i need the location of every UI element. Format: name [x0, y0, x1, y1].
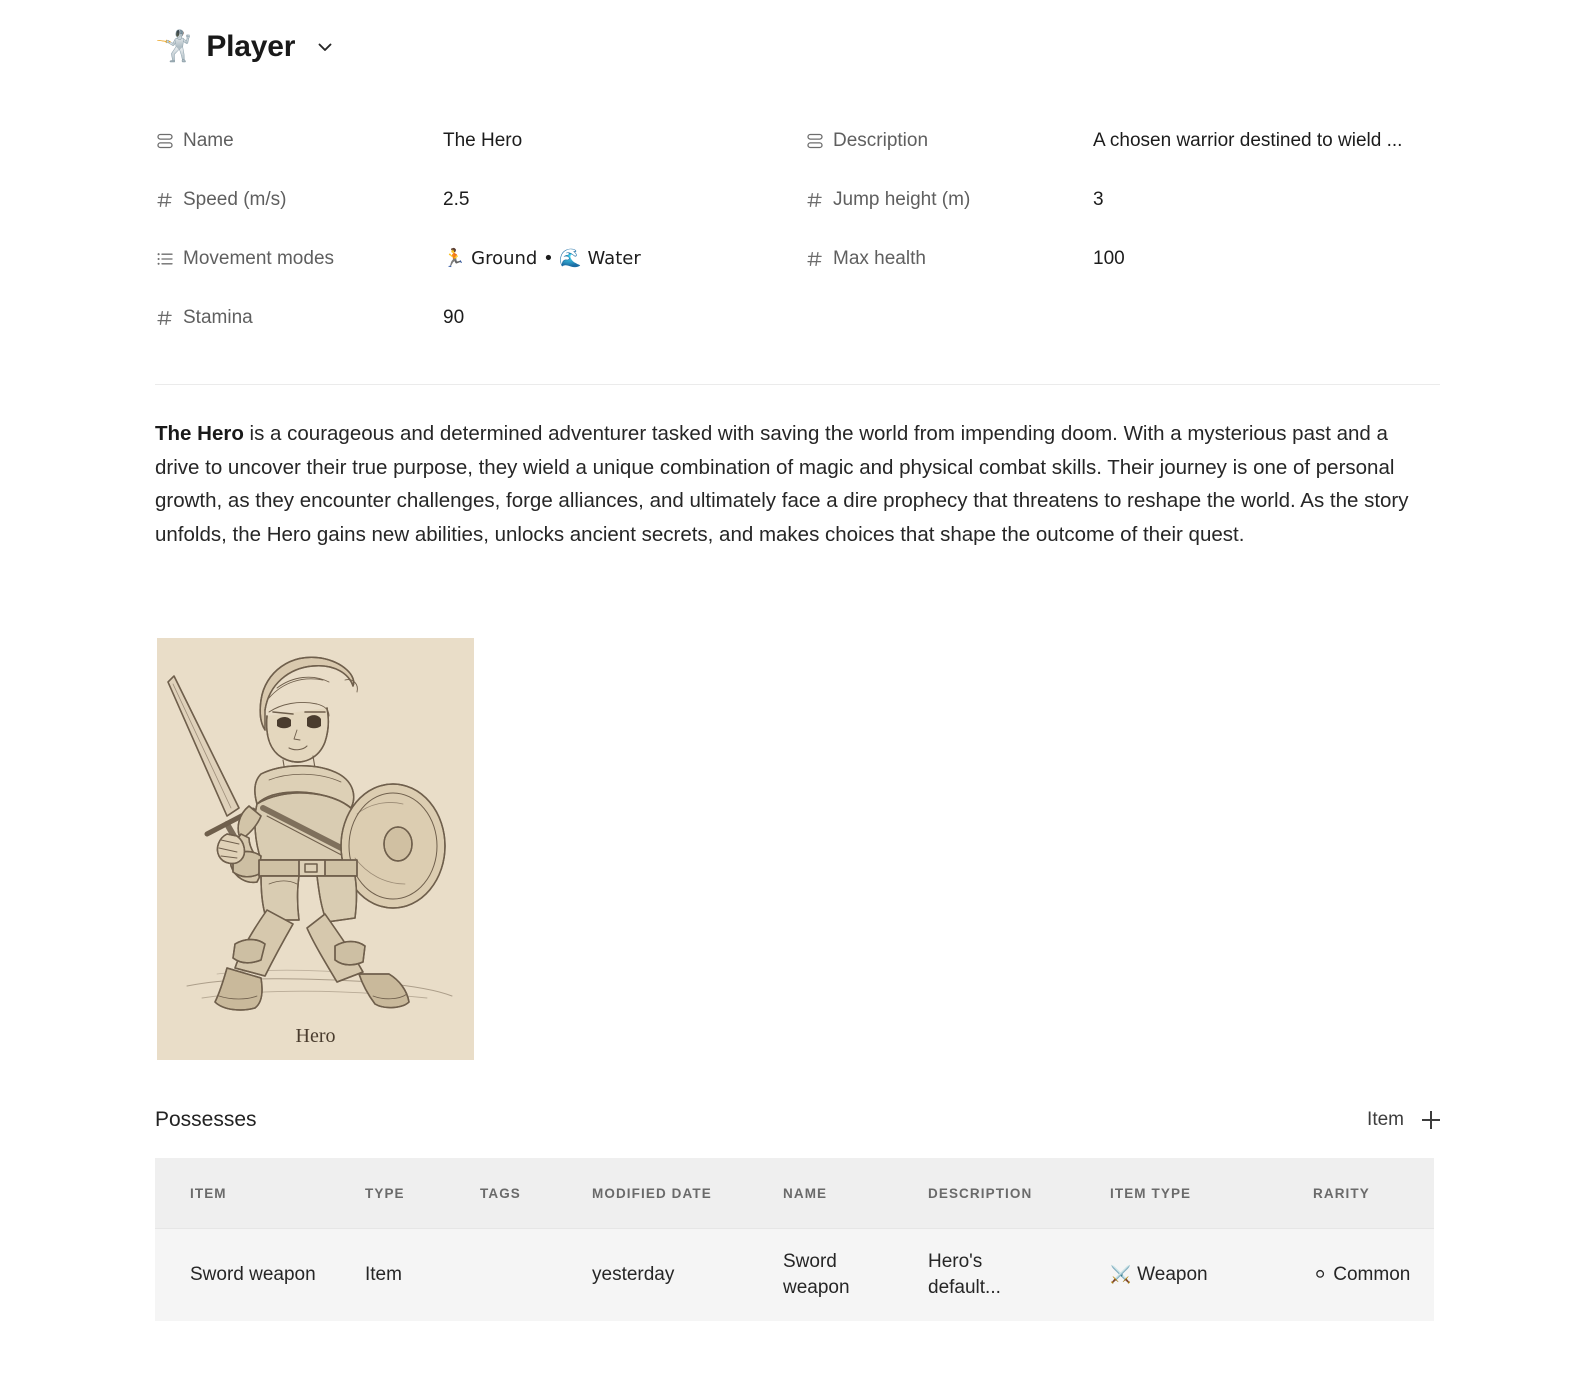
cell-description-text: Hero's default...: [928, 1250, 1001, 1298]
property-label-text: Speed (m/s): [183, 189, 287, 210]
text-icon: [805, 132, 824, 151]
body-lead-text: The Hero: [155, 422, 244, 445]
hero-sketch-icon: [157, 638, 474, 1060]
cell-type-text: Item: [365, 1263, 402, 1285]
possesses-header: [155, 1108, 1440, 1132]
text-icon: [155, 132, 174, 151]
illustration-caption: Hero: [295, 1025, 336, 1047]
property-label-stamina: [155, 299, 443, 329]
property-label-movement-modes: [155, 240, 443, 270]
cell-item[interactable]: [155, 1228, 365, 1321]
properties-grid: [155, 122, 1440, 358]
table-row[interactable]: [155, 1228, 1434, 1321]
body-rest-text: is a courageous and determined adventurer tasked with saving the world from impending doom. With a mysterious past and a drive to uncover their true purpose, they wield a unique combination of magic and physical combat skills. Their journey is one of personal growth, as they encounter challenges, forge alliances, and ultimately face a dire prophecy that threatens to reshape the world. As the story unfolds, the Hero gains new abilities, unlocks ancient secrets, and makes choices that shape the outcome of their quest.: [155, 422, 1409, 546]
property-row-movement-modes[interactable]: [155, 240, 805, 299]
cell-item-text: Sword weapon: [190, 1263, 316, 1285]
table-body: [155, 1228, 1434, 1321]
white-circle-icon: ⚪: [1313, 1264, 1328, 1285]
number-icon: [155, 309, 174, 328]
possesses-table-wrapper: [155, 1158, 1434, 1321]
column-header-rarity[interactable]: RARITY: [1313, 1158, 1434, 1228]
number-icon: [805, 191, 824, 210]
hero-illustration[interactable]: [157, 638, 474, 1060]
table-header-row: [155, 1158, 1434, 1228]
cell-name[interactable]: [783, 1228, 928, 1321]
column-header-type[interactable]: TYPE: [365, 1158, 480, 1228]
property-label-text: Jump height (m): [833, 189, 971, 210]
property-value-description[interactable]: A chosen warrior destined to wield ...: [1093, 130, 1403, 151]
property-value-max-health[interactable]: 100: [1093, 248, 1125, 269]
cell-rarity-text: Common: [1333, 1263, 1411, 1285]
section-divider: [155, 384, 1440, 385]
list-icon: [155, 250, 174, 269]
column-header-item[interactable]: ITEM: [155, 1158, 365, 1228]
property-label-description: [805, 122, 1093, 152]
plus-icon[interactable]: [1422, 1111, 1440, 1129]
chevron-down-icon[interactable]: [315, 37, 335, 57]
fencer-emoji: 🤺: [155, 29, 193, 64]
property-label-name: [155, 122, 443, 152]
possesses-table: [155, 1158, 1434, 1321]
body-paragraph[interactable]: [155, 417, 1417, 551]
property-row-name[interactable]: [155, 122, 805, 181]
cell-item-type[interactable]: [1110, 1228, 1313, 1321]
property-row-max-health[interactable]: [805, 240, 1455, 299]
column-header-modified-date[interactable]: MODIFIED DATE: [592, 1158, 783, 1228]
property-label-text: Description: [833, 130, 929, 151]
cell-type[interactable]: [365, 1228, 480, 1321]
property-label-text: Max health: [833, 248, 926, 269]
column-header-name[interactable]: NAME: [783, 1158, 928, 1228]
property-row-speed[interactable]: [155, 181, 805, 240]
property-row-description[interactable]: [805, 122, 1455, 181]
number-icon: [155, 191, 174, 210]
property-label-text: Stamina: [183, 307, 253, 328]
cell-modified-date-text: yesterday: [592, 1263, 675, 1285]
property-value-jump-height[interactable]: 3: [1093, 189, 1104, 210]
column-header-description[interactable]: DESCRIPTION: [928, 1158, 1110, 1228]
property-value-name[interactable]: The Hero: [443, 130, 523, 151]
crossed-swords-icon: ⚔️: [1110, 1264, 1132, 1285]
property-value-speed[interactable]: 2.5: [443, 189, 470, 210]
page-header: [155, 30, 335, 64]
column-header-item-type[interactable]: ITEM TYPE: [1110, 1158, 1313, 1228]
number-icon: [805, 250, 824, 269]
table-header: [155, 1158, 1434, 1228]
property-label-text: Movement modes: [183, 248, 335, 269]
cell-item-type-text: Weapon: [1137, 1263, 1208, 1285]
add-item-label: Item: [1367, 1109, 1404, 1130]
page-title: Player: [206, 30, 296, 63]
property-label-text: Name: [183, 130, 234, 151]
property-row-stamina[interactable]: [155, 299, 805, 358]
cell-tags[interactable]: [480, 1228, 592, 1321]
movement-modes-value: 🏃 Ground • 🌊 Water: [443, 248, 641, 269]
cell-description[interactable]: [928, 1228, 1110, 1321]
add-item-button[interactable]: [1367, 1109, 1440, 1131]
property-value-stamina[interactable]: 90: [443, 307, 465, 328]
property-label-jump-height: [805, 181, 1093, 211]
column-header-tags[interactable]: TAGS: [480, 1158, 592, 1228]
cell-rarity[interactable]: [1313, 1228, 1434, 1321]
property-row-jump-height[interactable]: [805, 181, 1455, 240]
property-value-movement-modes[interactable]: [443, 240, 641, 270]
property-label-max-health: [805, 240, 1093, 270]
property-label-speed: [155, 181, 443, 211]
possesses-title: Possesses: [155, 1108, 257, 1131]
cell-modified-date[interactable]: [592, 1228, 783, 1321]
cell-name-text: Sword weapon: [783, 1250, 850, 1298]
